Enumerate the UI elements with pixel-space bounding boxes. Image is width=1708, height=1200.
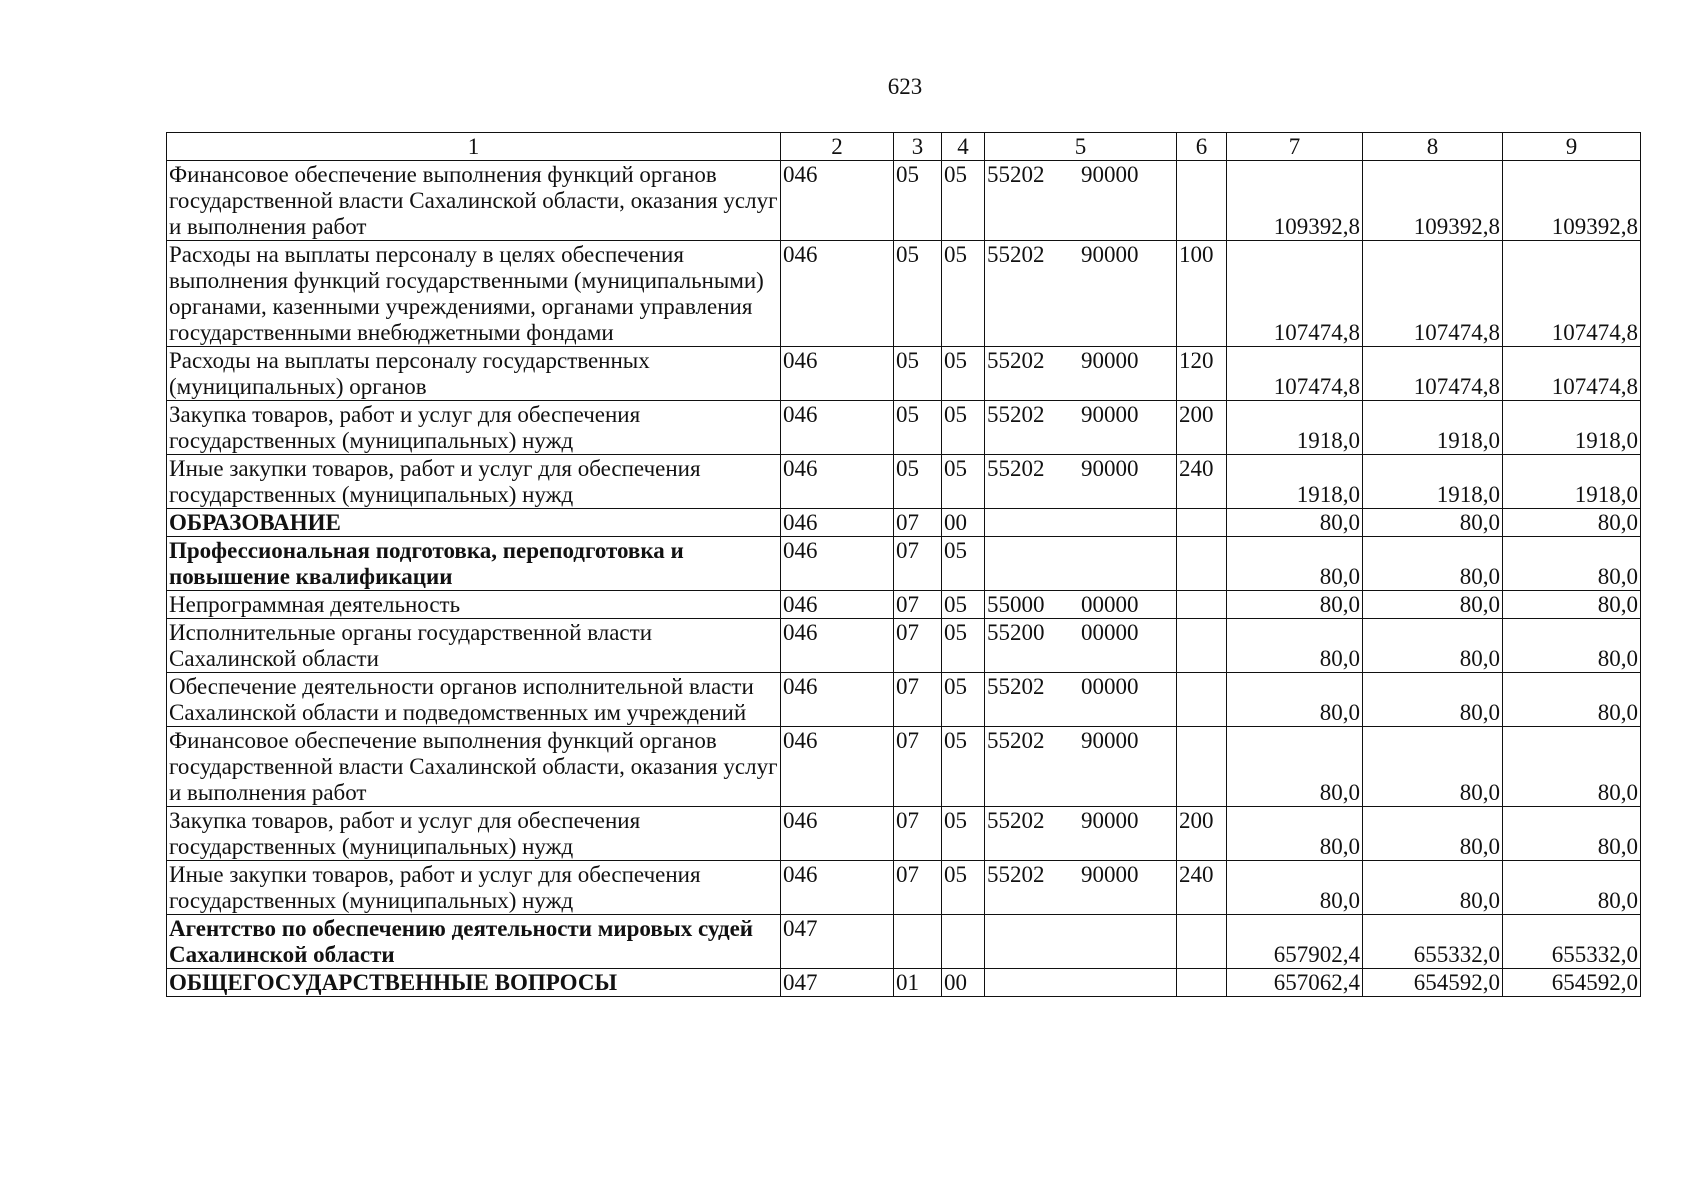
section-code-cell: 01	[894, 969, 942, 997]
amount-col8-cell: 80,0	[1363, 591, 1503, 619]
table-row	[167, 241, 1641, 347]
ministry-code-cell: 046	[781, 401, 894, 455]
target-article-program: 55200	[987, 620, 1045, 645]
amount-col9-cell: 80,0	[1503, 509, 1641, 537]
target-article-cell	[985, 807, 1177, 861]
expense-type-cell: 240	[1177, 455, 1227, 509]
amount-col7-cell: 80,0	[1227, 673, 1363, 727]
amount-col8-cell: 107474,8	[1363, 241, 1503, 347]
section-code-cell: 05	[894, 401, 942, 455]
expense-type-cell	[1177, 969, 1227, 997]
target-article-direction: 90000	[1081, 728, 1139, 753]
expense-type-cell	[1177, 509, 1227, 537]
table-header-row	[167, 133, 1641, 161]
amount-col9-cell: 80,0	[1503, 861, 1641, 915]
target-article-program: 55202	[987, 808, 1045, 833]
section-code-cell: 07	[894, 509, 942, 537]
ministry-code-cell: 046	[781, 619, 894, 673]
amount-col7-cell: 80,0	[1227, 537, 1363, 591]
table-row	[167, 915, 1641, 969]
subsection-code-cell: 05	[942, 401, 985, 455]
table-row	[167, 727, 1641, 807]
amount-col8-cell: 80,0	[1363, 673, 1503, 727]
table-row	[167, 161, 1641, 241]
ministry-code-cell: 046	[781, 861, 894, 915]
subsection-code-cell: 05	[942, 619, 985, 673]
row-name-cell: ОБЩЕГОСУДАРСТВЕННЫЕ ВОПРОСЫ	[167, 969, 781, 997]
row-name-cell: Профессиональная подготовка, переподготовка и повышение квалификации	[167, 537, 781, 591]
amount-col9-cell: 80,0	[1503, 619, 1641, 673]
section-code-cell: 07	[894, 861, 942, 915]
row-name-cell: Закупка товаров, работ и услуг для обеспечения государственных (муниципальных) нужд	[167, 807, 781, 861]
expense-type-cell: 120	[1177, 347, 1227, 401]
section-code-cell: 05	[894, 347, 942, 401]
expense-type-cell	[1177, 591, 1227, 619]
ministry-code-cell: 046	[781, 727, 894, 807]
row-name-cell: Исполнительные органы государственной власти Сахалинской области	[167, 619, 781, 673]
row-name-cell: Закупка товаров, работ и услуг для обеспечения государственных (муниципальных) нужд	[167, 401, 781, 455]
row-name-cell: Расходы на выплаты персоналу в целях обеспечения выполнения функций государственными (муниципальными) органами, казенными учреждениями, органами управления государственными внебюджетными фондами	[167, 241, 781, 347]
amount-col7-cell: 109392,8	[1227, 161, 1363, 241]
section-code-cell: 07	[894, 619, 942, 673]
table-row	[167, 455, 1641, 509]
target-article-direction: 90000	[1081, 162, 1139, 187]
amount-col9-cell: 109392,8	[1503, 161, 1641, 241]
subsection-code-cell: 05	[942, 673, 985, 727]
table-row	[167, 591, 1641, 619]
target-article-cell	[985, 161, 1177, 241]
table-row	[167, 861, 1641, 915]
ministry-code-cell: 047	[781, 915, 894, 969]
target-article-program: 55202	[987, 862, 1045, 887]
amount-col9-cell: 655332,0	[1503, 915, 1641, 969]
target-article-program: 55202	[987, 242, 1045, 267]
section-code-cell	[894, 915, 942, 969]
amount-col8-cell: 80,0	[1363, 537, 1503, 591]
target-article-direction: 00000	[1081, 592, 1139, 617]
amount-col7-cell: 80,0	[1227, 591, 1363, 619]
amount-col9-cell: 1918,0	[1503, 455, 1641, 509]
amount-col9-cell: 80,0	[1503, 537, 1641, 591]
target-article-direction: 90000	[1081, 242, 1139, 267]
table-row	[167, 537, 1641, 591]
amount-col9-cell: 80,0	[1503, 591, 1641, 619]
amount-col7-cell: 80,0	[1227, 619, 1363, 673]
row-name-cell: Обеспечение деятельности органов исполнительной власти Сахалинской области и подведомственных им учреждений	[167, 673, 781, 727]
ministry-code-cell: 046	[781, 241, 894, 347]
amount-col9-cell: 80,0	[1503, 807, 1641, 861]
page-number: 623	[887, 74, 923, 99]
subsection-code-cell: 05	[942, 455, 985, 509]
target-article-program: 55202	[987, 456, 1045, 481]
section-code-cell: 05	[894, 161, 942, 241]
section-code-cell: 05	[894, 455, 942, 509]
column-header: 9	[1503, 133, 1641, 161]
expense-type-cell	[1177, 673, 1227, 727]
table-row	[167, 619, 1641, 673]
section-code-cell: 07	[894, 673, 942, 727]
amount-col8-cell: 80,0	[1363, 861, 1503, 915]
target-article-cell	[985, 619, 1177, 673]
row-name-cell: Иные закупки товаров, работ и услуг для обеспечения государственных (муниципальных) нужд	[167, 861, 781, 915]
table-row	[167, 509, 1641, 537]
amount-col7-cell: 657902,4	[1227, 915, 1363, 969]
budget-table	[166, 132, 1641, 997]
target-article-cell	[985, 861, 1177, 915]
ministry-code-cell: 046	[781, 161, 894, 241]
row-name-cell: Расходы на выплаты персоналу государственных (муниципальных) органов	[167, 347, 781, 401]
amount-col7-cell: 80,0	[1227, 727, 1363, 807]
amount-col8-cell: 80,0	[1363, 509, 1503, 537]
column-header: 6	[1177, 133, 1227, 161]
amount-col8-cell: 655332,0	[1363, 915, 1503, 969]
expense-type-cell	[1177, 727, 1227, 807]
section-code-cell: 05	[894, 241, 942, 347]
target-article-program: 55000	[987, 592, 1045, 617]
expense-type-cell	[1177, 537, 1227, 591]
amount-col7-cell: 1918,0	[1227, 455, 1363, 509]
amount-col8-cell: 80,0	[1363, 727, 1503, 807]
amount-col8-cell: 654592,0	[1363, 969, 1503, 997]
target-article-direction: 90000	[1081, 348, 1139, 373]
amount-col8-cell: 1918,0	[1363, 401, 1503, 455]
ministry-code-cell: 046	[781, 673, 894, 727]
subsection-code-cell: 05	[942, 241, 985, 347]
target-article-program: 55202	[987, 674, 1045, 699]
amount-col8-cell: 109392,8	[1363, 161, 1503, 241]
target-article-cell	[985, 241, 1177, 347]
expense-type-cell: 100	[1177, 241, 1227, 347]
target-article-program: 55202	[987, 402, 1045, 427]
subsection-code-cell: 05	[942, 727, 985, 807]
table-body	[167, 161, 1641, 997]
row-name-cell: Финансовое обеспечение выполнения функций органов государственной власти Сахалинской области, оказания услуг и выполнения работ	[167, 161, 781, 241]
target-article-cell	[985, 401, 1177, 455]
ministry-code-cell: 046	[781, 455, 894, 509]
target-article-cell	[985, 673, 1177, 727]
table-row	[167, 807, 1641, 861]
column-header: 3	[894, 133, 942, 161]
table-row	[167, 969, 1641, 997]
subsection-code-cell: 00	[942, 509, 985, 537]
amount-col8-cell: 80,0	[1363, 807, 1503, 861]
row-name-cell: Непрограммная деятельность	[167, 591, 781, 619]
amount-col7-cell: 1918,0	[1227, 401, 1363, 455]
table-row	[167, 673, 1641, 727]
amount-col9-cell: 107474,8	[1503, 347, 1641, 401]
row-name-cell: Иные закупки товаров, работ и услуг для обеспечения государственных (муниципальных) нужд	[167, 455, 781, 509]
amount-col9-cell: 80,0	[1503, 673, 1641, 727]
subsection-code-cell	[942, 915, 985, 969]
column-header: 2	[781, 133, 894, 161]
expense-type-cell: 200	[1177, 401, 1227, 455]
target-article-direction: 90000	[1081, 456, 1139, 481]
target-article-program: 55202	[987, 348, 1045, 373]
target-article-direction: 90000	[1081, 808, 1139, 833]
amount-col7-cell: 80,0	[1227, 807, 1363, 861]
column-header: 1	[167, 133, 781, 161]
row-name-cell: ОБРАЗОВАНИЕ	[167, 509, 781, 537]
target-article-cell	[985, 915, 1177, 969]
section-code-cell: 07	[894, 807, 942, 861]
subsection-code-cell: 05	[942, 591, 985, 619]
subsection-code-cell: 05	[942, 161, 985, 241]
target-article-cell	[985, 969, 1177, 997]
subsection-code-cell: 05	[942, 347, 985, 401]
subsection-code-cell: 05	[942, 807, 985, 861]
amount-col7-cell: 80,0	[1227, 861, 1363, 915]
expense-type-cell: 240	[1177, 861, 1227, 915]
amount-col7-cell: 80,0	[1227, 509, 1363, 537]
section-code-cell: 07	[894, 591, 942, 619]
expense-type-cell	[1177, 915, 1227, 969]
amount-col8-cell: 80,0	[1363, 619, 1503, 673]
target-article-program: 55202	[987, 162, 1045, 187]
amount-col9-cell: 80,0	[1503, 727, 1641, 807]
amount-col8-cell: 1918,0	[1363, 455, 1503, 509]
column-header: 4	[942, 133, 985, 161]
amount-col7-cell: 107474,8	[1227, 347, 1363, 401]
ministry-code-cell: 047	[781, 969, 894, 997]
expense-type-cell	[1177, 161, 1227, 241]
column-header: 7	[1227, 133, 1363, 161]
ministry-code-cell: 046	[781, 807, 894, 861]
target-article-cell	[985, 591, 1177, 619]
amount-col8-cell: 107474,8	[1363, 347, 1503, 401]
ministry-code-cell: 046	[781, 537, 894, 591]
amount-col9-cell: 1918,0	[1503, 401, 1641, 455]
expense-type-cell	[1177, 619, 1227, 673]
amount-col7-cell: 107474,8	[1227, 241, 1363, 347]
subsection-code-cell: 05	[942, 537, 985, 591]
target-article-direction: 00000	[1081, 674, 1139, 699]
row-name-cell: Агентство по обеспечению деятельности мировых судей Сахалинской области	[167, 915, 781, 969]
section-code-cell: 07	[894, 727, 942, 807]
amount-col9-cell: 654592,0	[1503, 969, 1641, 997]
ministry-code-cell: 046	[781, 347, 894, 401]
subsection-code-cell: 05	[942, 861, 985, 915]
target-article-direction: 90000	[1081, 402, 1139, 427]
amount-col9-cell: 107474,8	[1503, 241, 1641, 347]
subsection-code-cell: 00	[942, 969, 985, 997]
target-article-direction: 90000	[1081, 862, 1139, 887]
target-article-cell	[985, 727, 1177, 807]
ministry-code-cell: 046	[781, 591, 894, 619]
section-code-cell: 07	[894, 537, 942, 591]
column-header: 8	[1363, 133, 1503, 161]
target-article-cell	[985, 455, 1177, 509]
ministry-code-cell: 046	[781, 509, 894, 537]
table-row	[167, 401, 1641, 455]
target-article-cell	[985, 537, 1177, 591]
table-row	[167, 347, 1641, 401]
expense-type-cell: 200	[1177, 807, 1227, 861]
amount-col7-cell: 657062,4	[1227, 969, 1363, 997]
target-article-cell	[985, 509, 1177, 537]
row-name-cell: Финансовое обеспечение выполнения функций органов государственной власти Сахалинской области, оказания услуг и выполнения работ	[167, 727, 781, 807]
target-article-direction: 00000	[1081, 620, 1139, 645]
target-article-cell	[985, 347, 1177, 401]
column-header: 5	[985, 133, 1177, 161]
target-article-program: 55202	[987, 728, 1045, 753]
